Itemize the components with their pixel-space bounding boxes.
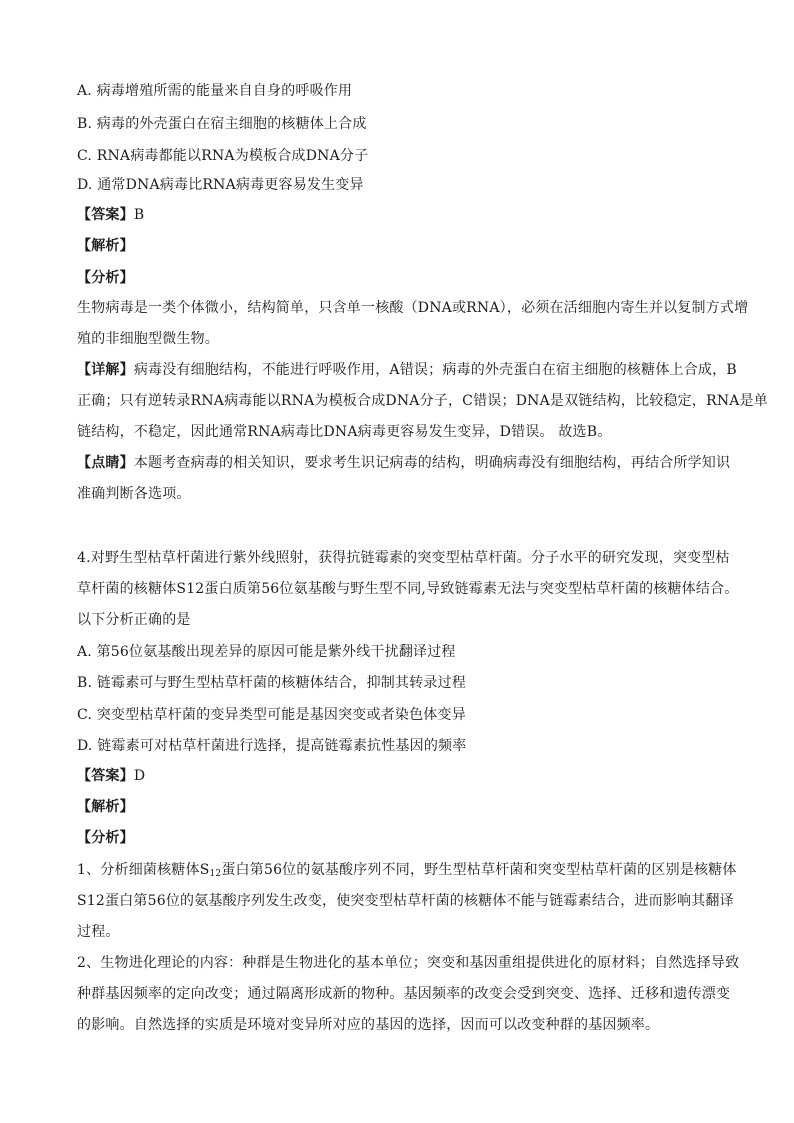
answer-tag: 【答案】 bbox=[77, 207, 134, 223]
q4-option-d: D. 链霉素可对枯草杆菌进行选择，提高链霉素抗性基因的频率 bbox=[77, 738, 467, 754]
q4-p1-line bbox=[77, 860, 737, 880]
q4-p2-line: 的影响。自然选择的实质是环境对变异所对应的基因的选择，因而可以改变种群的基因频率。 bbox=[77, 1017, 660, 1033]
q3-option-c: C. RNA病毒都能以RNA为模板合成DNA分子 bbox=[77, 148, 369, 164]
q4-answer bbox=[77, 766, 145, 786]
q4-stem-line: 草杆菌的核糖体S12蛋白质第56位氨基酸与野生型不同,导致链霉素无法与突变型枯草杆菌的核糖体结合。 bbox=[77, 581, 739, 597]
q4-fenxi-tag: 【分析】 bbox=[77, 830, 134, 846]
q4-analysis-tag: 【解析】 bbox=[77, 799, 134, 815]
q3-detail-line: 链结构，不稳定，因此通常RNA病毒比DNA病毒更容易发生变异，D错误。 故选B。 bbox=[77, 424, 612, 440]
q4-option-a: A. 第56位氨基酸出现差异的原因可能是紫外线干扰翻译过程 bbox=[77, 644, 456, 660]
q4-p2-line: 种群基因频率的定向改变；通过隔离形成新的物种。基因频率的改变会受到突变、选择、迁移和遗传漂变 bbox=[77, 986, 731, 1002]
q3-fenxi-line: 殖的非细胞型微生物。 bbox=[77, 331, 219, 347]
q3-analysis-tag: 【解析】 bbox=[77, 238, 134, 254]
q3-option-a: A. 病毒增殖所需的能量来自自身的呼吸作用 bbox=[77, 83, 353, 99]
p1-text-b: 蛋白第56位的氨基酸序列不同，野生型枯草杆菌和突变型枯草杆菌的区别是核糖体 bbox=[221, 862, 737, 878]
q3-answer bbox=[77, 205, 144, 225]
q4-p2-line: 2、生物进化理论的内容：种群是生物进化的基本单位；突变和基因重组提供进化的原材料；自然选择导致 bbox=[77, 955, 740, 971]
detail-text: 病毒没有细胞结构，不能进行呼吸作用，A错误；病毒的外壳蛋白在宿主细胞的核糖体上合成，B bbox=[133, 362, 737, 378]
detail-tag: 【详解】 bbox=[77, 362, 134, 378]
q4-p1-line: 过程。 bbox=[77, 924, 120, 940]
q3-option-b: B. 病毒的外壳蛋白在宿主细胞的核糖体上合成 bbox=[77, 116, 367, 132]
q3-detail-line bbox=[77, 360, 737, 380]
point-text: 本题考查病毒的相关知识，要求考生识记病毒的结构，明确病毒没有细胞结构，再结合所学知识 bbox=[133, 455, 731, 471]
q4-stem-line: 以下分析正确的是 bbox=[77, 612, 191, 628]
answer-value: B bbox=[133, 207, 145, 223]
q3-detail-line: 正确；只有逆转录RNA病毒能以RNA为模板合成DNA分子，C错误；DNA是双链结构，比较稳定，RNA是单 bbox=[77, 393, 768, 409]
q4-p1-line: S12蛋白第56位的氨基酸序列发生改变，使突变型枯草杆菌的核糖体不能与链霉素结合，进而影响其翻译 bbox=[77, 893, 734, 909]
point-tag: 【点睛】 bbox=[77, 455, 134, 471]
p1-text-a: 1、分析细菌核糖体S bbox=[77, 862, 210, 878]
q3-point-line bbox=[77, 453, 730, 473]
q3-point-line: 准确判断各选项。 bbox=[77, 486, 191, 502]
q3-option-d: D. 通常DNA病毒比RNA病毒更容易发生变异 bbox=[77, 177, 364, 193]
q3-fenxi-tag: 【分析】 bbox=[77, 270, 134, 286]
p1-subscript: 12 bbox=[209, 869, 222, 879]
answer-tag: 【答案】 bbox=[77, 768, 134, 784]
q4-option-c: C. 突变型枯草杆菌的变异类型可能是基因突变或者染色体变异 bbox=[77, 707, 466, 723]
q3-fenxi-line: 生物病毒是一类个体微小，结构简单，只含单一核酸（DNA或RNA），必须在活细胞内寄生并以复制方式增 bbox=[77, 300, 749, 316]
q4-stem-line: 4.对野生型枯草杆菌进行紫外线照射，获得抗链霉素的突变型枯草杆菌。分子水平的研究发现，突变型枯 bbox=[77, 550, 730, 566]
q4-option-b: B. 链霉素可与野生型枯草杆菌的核糖体结合，抑制其转录过程 bbox=[77, 675, 466, 691]
answer-value: D bbox=[133, 768, 146, 784]
